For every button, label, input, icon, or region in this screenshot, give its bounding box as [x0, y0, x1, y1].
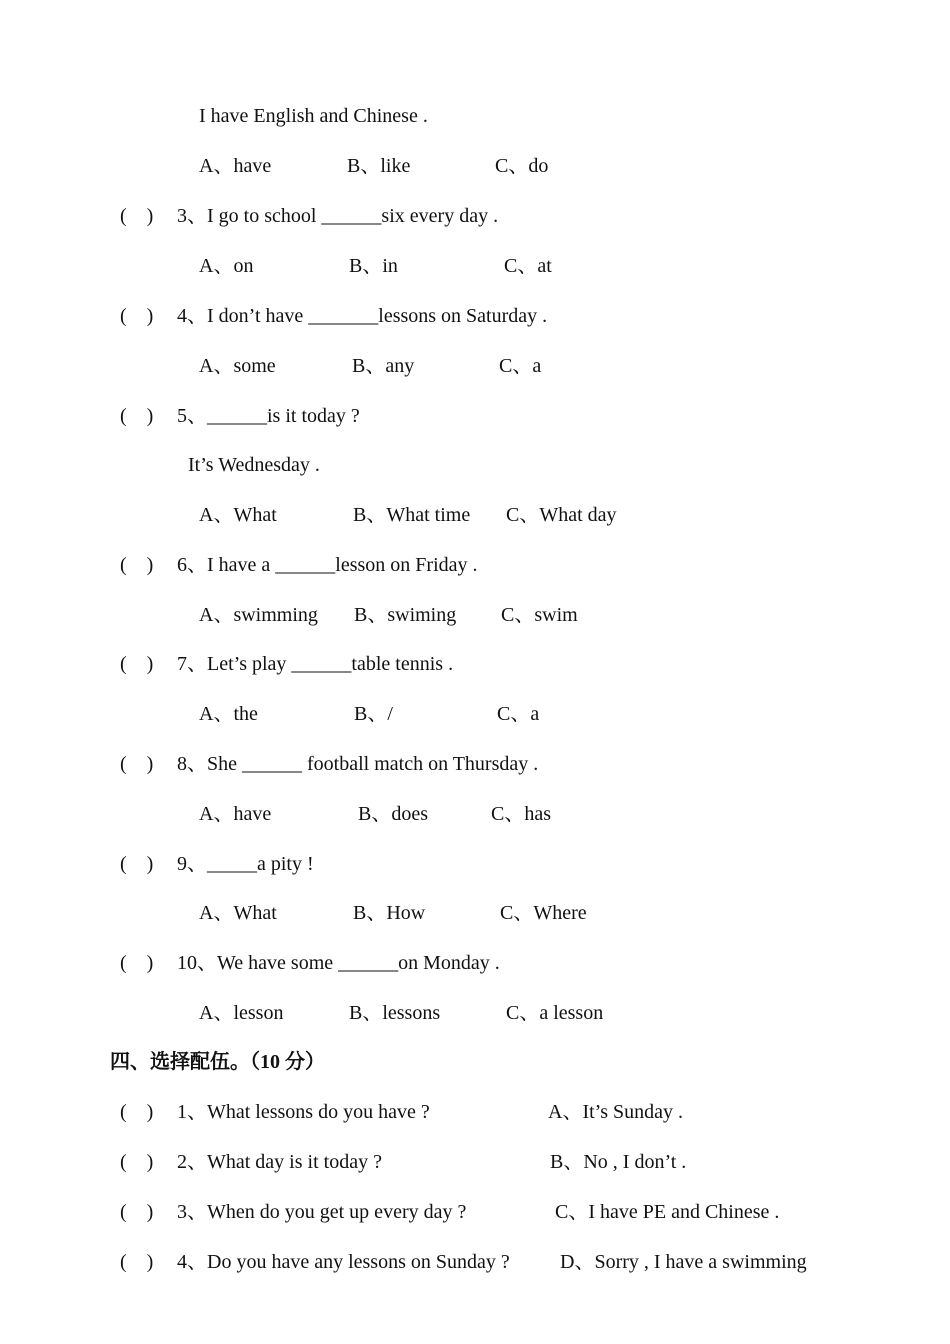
q8-answer-blank: ( ) [120, 753, 154, 775]
q10-option-b: B、lessons [349, 1002, 441, 1024]
q6-option-c: C、swim [501, 604, 578, 626]
s4-item-2-question: 2、What day is it today ? [177, 1151, 382, 1173]
s4-item-4-blank: ( ) [120, 1251, 154, 1273]
q4-text: 4、I don’t have _______lessons on Saturday . [177, 305, 548, 327]
q3-answer-blank: ( ) [120, 205, 154, 227]
s4-item-1-answer: A、It’s Sunday . [548, 1101, 683, 1123]
section-4-title: 四、选择配伍。（10 分） [110, 1051, 325, 1073]
q3-text: 3、I go to school ______six every day . [177, 205, 499, 227]
q5-option-b: B、What time [353, 504, 471, 526]
q5-option-a: A、What [199, 504, 277, 526]
s4-item-1-question: 1、What lessons do you have ? [177, 1101, 430, 1123]
q4-option-b: B、any [352, 355, 415, 377]
q8-option-c: C、has [491, 803, 551, 825]
q7-option-b: B、/ [354, 703, 393, 725]
q8-option-a: A、have [199, 803, 272, 825]
s4-item-3-answer: C、I have PE and Chinese . [555, 1201, 780, 1223]
q8-option-b: B、does [358, 803, 428, 825]
q10-option-a: A、lesson [199, 1002, 284, 1024]
q2-option-c: C、do [495, 155, 549, 177]
q7-option-c: C、a [497, 703, 540, 725]
q5-answer-line: It’s Wednesday . [188, 454, 320, 476]
q2-option-a: A、have [199, 155, 272, 177]
q4-option-a: A、some [199, 355, 276, 377]
q9-answer-blank: ( ) [120, 853, 154, 875]
q5-answer-blank: ( ) [120, 405, 154, 427]
q9-option-b: B、How [353, 902, 426, 924]
q5-text: 5、______is it today ? [177, 405, 360, 427]
q3-option-a: A、on [199, 255, 254, 277]
q10-text: 10、We have some ______on Monday . [177, 952, 500, 974]
q2-answer-line: I have English and Chinese . [199, 105, 428, 127]
q6-option-a: A、swimming [199, 604, 318, 626]
q9-option-c: C、Where [500, 902, 587, 924]
q3-option-b: B、in [349, 255, 398, 277]
q7-option-a: A、the [199, 703, 258, 725]
q6-text: 6、I have a ______lesson on Friday . [177, 554, 478, 576]
q3-option-c: C、at [504, 255, 552, 277]
q5-option-c: C、What day [506, 504, 617, 526]
q6-option-b: B、swiming [354, 604, 457, 626]
q10-answer-blank: ( ) [120, 952, 154, 974]
s4-item-1-blank: ( ) [120, 1101, 154, 1123]
q7-answer-blank: ( ) [120, 653, 154, 675]
s4-item-2-blank: ( ) [120, 1151, 154, 1173]
q9-option-a: A、What [199, 902, 277, 924]
q4-answer-blank: ( ) [120, 305, 154, 327]
s4-item-4-answer: D、Sorry , I have a swimming [560, 1251, 807, 1273]
q2-option-b: B、like [347, 155, 411, 177]
s4-item-2-answer: B、No , I don’t . [550, 1151, 687, 1173]
q9-text: 9、_____a pity ! [177, 853, 314, 875]
s4-item-4-question: 4、Do you have any lessons on Sunday ? [177, 1251, 510, 1273]
q8-text: 8、She ______ football match on Thursday . [177, 753, 539, 775]
q6-answer-blank: ( ) [120, 554, 154, 576]
q4-option-c: C、a [499, 355, 542, 377]
q7-text: 7、Let’s play ______table tennis . [177, 653, 454, 675]
s4-item-3-blank: ( ) [120, 1201, 154, 1223]
s4-item-3-question: 3、When do you get up every day ? [177, 1201, 467, 1223]
q10-option-c: C、a lesson [506, 1002, 604, 1024]
